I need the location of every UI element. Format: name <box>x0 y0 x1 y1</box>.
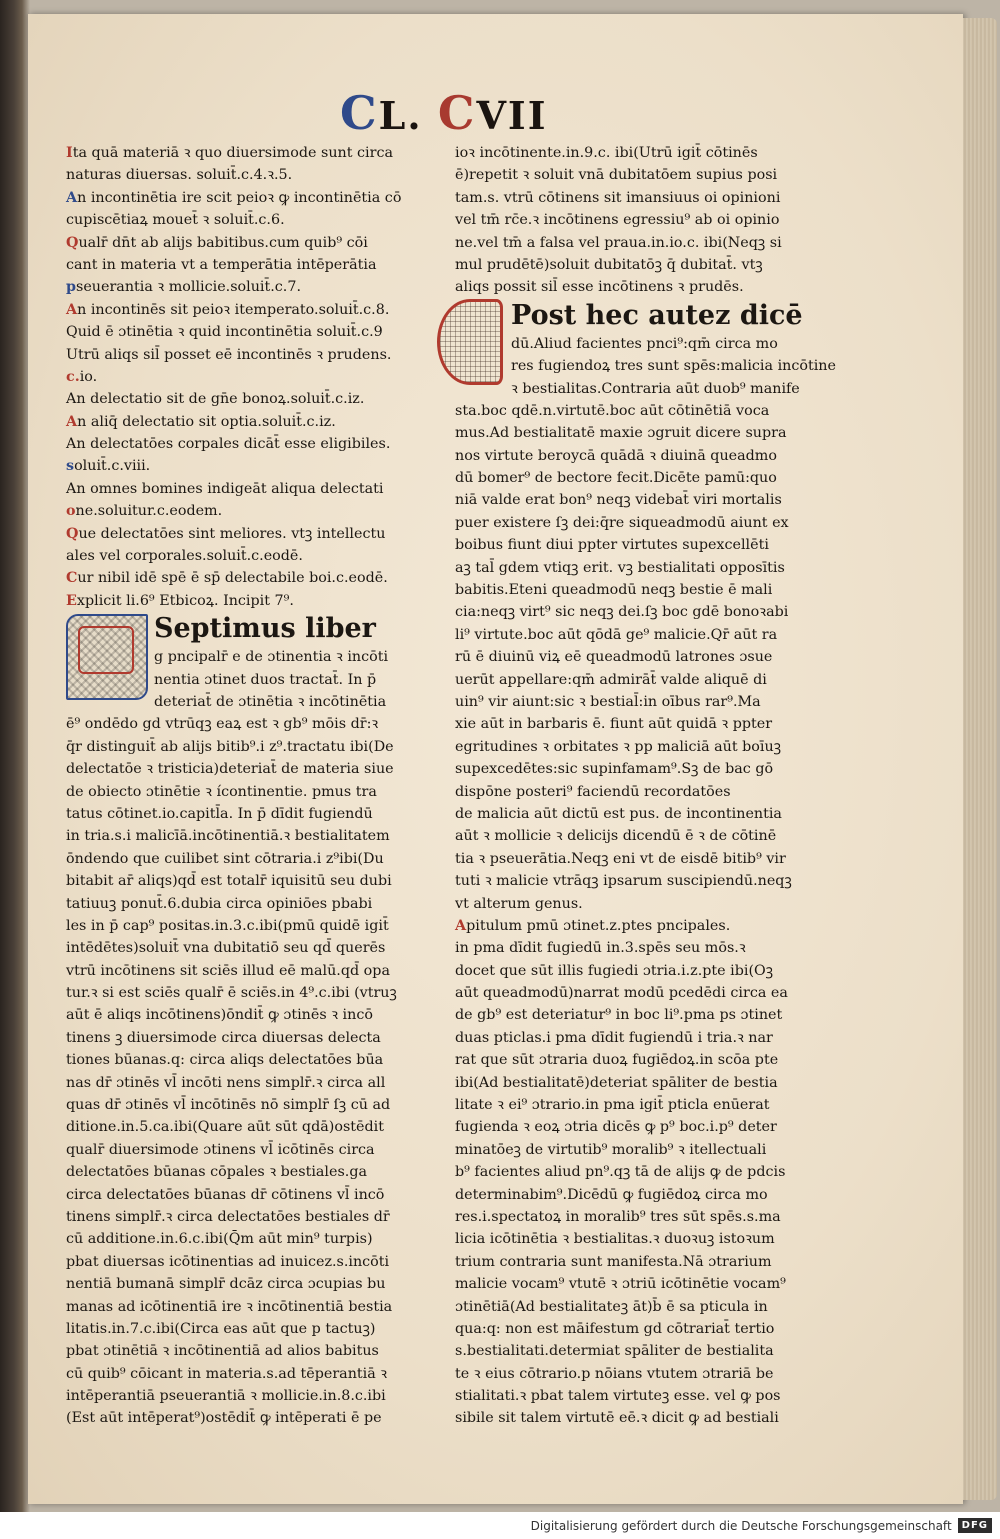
commentary-line: tinens simplr̄.ꝛ circa delectatōes bestiales dr̄ <box>66 1208 390 1225</box>
chapter-line: fugienda ꝛ eoꝝ ɔtria dicēs ꝙ p⁹ boc.i.p⁹ deter <box>455 1119 777 1136</box>
folio-initial-red: C <box>437 86 477 140</box>
chapter-line: litate ꝛ ei⁹ ɔtrario.in pma igit̄ pticla enūerat <box>455 1097 770 1114</box>
chapter-line: de gb⁹ est deteriatur⁹ in boc li⁹.pma ps ɔtinet <box>455 1007 783 1024</box>
chapter-line: trium contraria sunt manifesta.Nā ɔtrarium <box>455 1253 772 1270</box>
text-line: uin⁹ vir aiunt:sic ꝛ bestial̄:in oībus rar⁹.Ma <box>455 693 761 710</box>
commentary-line: nas dr̄ ɔtinēs vl̄ incōti nens simplr̄.ꝛ circa all <box>66 1074 386 1091</box>
text-line: boibus fiunt diui ppter virtutes supexcellēti <box>455 537 769 554</box>
index-line: Que delectatōes sint meliores. vtꝫ intellectu <box>66 525 386 542</box>
commentary-line: (Est aūt intēperat⁹)ostēdit̄ ꝙ intēperati ē pe <box>66 1410 382 1427</box>
index-line: ales vel corporales.soluit̄.c.eodē. <box>66 548 303 565</box>
commentary-line: deteriat̄ de ɔtinētia ꝛ incōtinētia <box>154 693 387 710</box>
index-line: c.io. <box>66 368 98 385</box>
index-line: Ita quā materiā ꝛ quo diuersimode sunt circa <box>66 145 393 161</box>
commentary-right-line: mul prudētē)soluit dubitatōꝫ q̄ dubitat̄. vtꝫ <box>455 256 763 273</box>
illuminated-initial-s <box>66 614 148 700</box>
commentary-line: nentia ɔtinet duos tractat̄. In p̄ <box>154 671 377 688</box>
commentary-right-line: tam.s. vtrū cōtinens sit imansiuus oi opinioni <box>455 189 781 206</box>
chapter-line: s.bestialitati.determiat spāliter de bestialita <box>455 1343 774 1360</box>
index-line: cant in materia vt a temperātia intēperātia <box>66 256 377 273</box>
commentary-line: circa delectatōes būanas dr̄ cōtinens vl̄ incō <box>66 1186 385 1203</box>
book-title: Septimus liber <box>154 613 376 645</box>
text-line: sta.boc qdē.n.virtutē.boc aūt cōtinētiā voca <box>455 402 770 419</box>
commentary-line: tinens ꝫ diuersimode circa diuersas delecta <box>66 1029 381 1046</box>
index-line: cupiscētiaꝝ mouet̄ ꝛ soluit̄.c.6. <box>66 212 285 229</box>
index-line: Cur nibil idē spē ē sp̄ delectabile boi.c.eodē. <box>66 570 388 587</box>
chapter-line: minatōeꝫ de virtutib⁹ moralib⁹ ꝛ itellectuali <box>455 1141 767 1158</box>
chapter-line: ibi(Ad bestialitatē)deteriat spāliter de bestia <box>455 1074 778 1091</box>
commentary-line: vtrū incōtinens sit sciēs illud eē malū.qd̄ opa <box>66 962 390 979</box>
text-line: tuti ꝛ malicie vtrāqꝫ ipsarum suscipiendū.neqꝫ <box>455 873 792 890</box>
text-line: de malicia aūt dictū est pus. de incontinentia <box>455 805 782 822</box>
commentary-line: g pncipalr̄ e de ɔtinentia ꝛ incōti <box>154 649 389 666</box>
commentary-line: cū additione.in.6.c.ibi(Q̄m aūt min⁹ turpis) <box>66 1231 373 1248</box>
illuminated-initial-p <box>437 299 503 385</box>
commentary-line: aūt ē aliqs incōtinens)ōndit̄ ꝙ ɔtinēs ꝛ incō <box>66 1007 373 1024</box>
commentary-line: tiones būanas.q: circa aliqs delectatōes būa <box>66 1052 384 1069</box>
index-line: soluit̄.c.viii. <box>66 458 151 475</box>
folio-header <box>340 86 547 140</box>
index-line: Qualr̄ dn̄t ab alijs babitibus.cum quib⁹ cōi <box>66 234 368 251</box>
commentary-right-line: ioꝛ incōtinente.in.9.c. ibi(Utrū igit̄ cōtinēs <box>455 145 758 161</box>
commentary-right-line: aliqs possit sil̄ esse incōtinens ꝛ prudēs. <box>455 279 744 296</box>
commentary-line: tatus cōtinet.io.capitl̄a. In p̄ dīdit fugiendū <box>66 805 373 822</box>
chapter-line: qua:q: non est māifestum gd cōtrariat̄ tertio <box>455 1320 775 1337</box>
index-line: An incontinēs sit peioꝛ itemperato.soluit̄.c.8. <box>66 301 390 318</box>
commentary-line: bitabit ar̄ aliqs)qd̄ est totalr̄ iquisitū seu dubi <box>66 873 392 890</box>
chapter-line: te ꝛ eius cōtrario.p nōians vtutem ɔtrariā be <box>455 1365 774 1382</box>
index-line: An incontinētia ire scit peioꝛ ꝙ incontinētia cō <box>66 189 402 206</box>
commentary-line: pbat ɔtinētiā ꝛ incōtinentiā ad alios babitus <box>66 1343 379 1360</box>
commentary-line: ōndendo que cuilibet sint cōtraria.i z⁹ibi(Du <box>66 850 384 867</box>
commentary-line: delectatōe ꝛ tristicia)deteriat̄ de materia siue <box>66 761 394 778</box>
commentary-line: ditione.in.5.ca.ibi(Quare aūt sūt qdā)ostēdit <box>66 1119 384 1136</box>
commentary-line: litatis.in.7.c.ibi(Circa eas aūt que p tactuꝫ) <box>66 1320 376 1337</box>
folio-initial-blue: C <box>340 86 379 140</box>
index-line: An delectatio sit de gn̄e bonoꝝ.soluit̄.c.iz. <box>66 391 365 408</box>
index-line: pseuerantia ꝛ mollicie.soluit̄.c.7. <box>66 279 301 296</box>
commentary-line: tatiuuꝫ ponut̄.6.dubia circa opiniōes pbabi <box>66 895 373 912</box>
index-line: Utrū aliqs sil̄ posset eē incontinēs ꝛ prudens. <box>66 346 392 363</box>
right-column <box>455 142 836 1430</box>
commentary-text-right-top <box>455 142 800 299</box>
text-line: niā valde erat bon⁹ neqꝫ videbat̄ viri mortalis <box>455 492 782 509</box>
commentary-line: nentiā bumanā simplr̄ dcāz circa ɔcupias bu <box>66 1276 386 1293</box>
text-line: babitis.Eteni queadmodū neqꝫ bestie ē mali <box>455 582 773 599</box>
text-line: tia ꝛ pseuerātia.Neqꝫ eni vt de eisdē bitib⁹ vir <box>455 850 786 867</box>
folio-l: L <box>378 93 408 138</box>
aristotle-text <box>455 333 836 915</box>
index-line: An delectatōes corpales dicāt̄ esse eligibiles. <box>66 436 391 453</box>
chapter-line: determinabim⁹.Dicēdū ꝙ fugiēdoꝝ circa mo <box>455 1186 768 1203</box>
footer-bar <box>0 1512 1000 1539</box>
chapter-line: in pma dīdit fugiedū in.3.spēs seu mōs.ꝛ <box>455 940 746 957</box>
chapter-line: sibile sit talem virtutē eē.ꝛ dicit ꝙ ad bestiali <box>455 1410 779 1427</box>
commentary-line: intēperantiā pseuerantiā ꝛ mollicie.in.8.c.ibi <box>66 1388 386 1405</box>
chapter-line: malicie vocam⁹ vtutē ꝛ ɔtriū icōtinētie vocam⁹ <box>455 1276 786 1293</box>
chapter-line: stialitati.ꝛ pbat talem virtuteꝫ esse. vel ꝙ pos <box>455 1388 781 1405</box>
chapter-line: res.i.spectatoꝝ in moralib⁹ tres sūt spēs.s.ma <box>455 1208 781 1225</box>
commentary-line: q̄r distinguit̄ ab alijs bitib⁹.i z⁹.tractatu ibi(De <box>66 738 394 755</box>
chapter-line: ɔtinētiā(Ad bestialitateꝫ āt)b̄ ē sa pticula in <box>455 1298 768 1315</box>
text-line: mus.Ad bestialitatē maxie ɔgruit dicere supra <box>455 425 787 442</box>
text-line: xie aūt in barbaris ē. fiunt aūt quidā ꝛ ppter <box>455 716 773 733</box>
commentary-right-line: vel tm̄ rc̄e.ꝛ incōtinens egressiu⁹ ab oi opinio <box>455 212 780 229</box>
text-line: aūt ꝛ mollicie ꝛ delicijs dicendū ē ꝛ de cōtinē <box>455 828 777 845</box>
text-line: rū ē diuinū viꝝ eē queadmodū latrones ɔsue <box>455 649 773 666</box>
chapter-line: duas pticlas.i pma dīdit fugiendū i tria.ꝛ nar <box>455 1029 773 1046</box>
folio-dot: . <box>407 93 423 138</box>
index-line: one.soluitur.c.eodem. <box>66 503 223 520</box>
commentary-line: cū quib⁹ cōicant in materia.s.ad tēperantiā ꝛ <box>66 1365 388 1382</box>
index-line: Explicit li.6⁹ Etbicoꝝ. Incipit 7⁹. <box>66 592 294 609</box>
commentary-line: quas dr̄ ɔtinēs vl̄ incōtinēs nō simplr̄ ſꝫ cū ad <box>66 1097 391 1114</box>
text-line: aꝫ tal̄ gdem vtiqꝫ erit. vꝫ bestialitati opposītis <box>455 559 785 576</box>
index-line: An omnes bomines indigeāt aliqua delectati <box>66 480 384 497</box>
chapter-index <box>66 142 426 612</box>
text-line: dū.Aliud facientes pnci⁹:qm̄ circa mo <box>511 335 778 352</box>
commentary-right-line: ē)repetit ꝛ soluit vnā dubitatōem supius posi <box>455 167 778 184</box>
text-line: puer existere ſꝫ dei:q̄re siqueadmodū aiunt ex <box>455 514 789 531</box>
text-line: nos virtute beroycā quādā ꝛ diuinā queadmo <box>455 447 777 464</box>
commentary-line: tur.ꝛ si est sciēs qualr̄ ē sciēs.in 4⁹.c.ibi (vtruꝫ <box>66 985 397 1002</box>
index-line: Quid ē ɔtinētia ꝛ quid incontinētia soluit̄.c.9 <box>66 324 383 341</box>
text-line: vt alterum genus. <box>455 895 583 912</box>
text-line: cia:neqꝫ virt⁹ sic neqꝫ dei.ſꝫ boc gdē bonoꝛabi <box>455 604 789 621</box>
commentary-line: delectatōes būanas cōpales ꝛ bestiales.ga <box>66 1164 368 1181</box>
text-line: dispōne posteri⁹ faciendū recordatōes <box>455 783 731 800</box>
left-column <box>66 142 426 1430</box>
chapter-line: aūt queadmodū)narrat modū pcedēdi circa ea <box>455 985 788 1002</box>
commentary-line: intēdētes)soluit̄ vna dubitatiō seu qd̄ querēs <box>66 940 386 957</box>
page-edges <box>963 18 997 1500</box>
chapter-line: licia icōtinētia ꝛ bestialitas.ꝛ duoꝛuꝫ istoꝛum <box>455 1231 775 1248</box>
chapter-line: rat que sūt ɔtraria duoꝝ fugiēdoꝝ.in scōa pte <box>455 1052 779 1069</box>
commentary-text-left <box>66 646 426 1430</box>
commentary-line: qualr̄ diuersimode ɔtinens vl̄ icōtinēs circa <box>66 1141 375 1158</box>
folio-number: VII <box>476 93 548 138</box>
index-line: An aliq̄ delectatio sit optia.soluit̄.c.iz. <box>66 413 336 430</box>
text-line: supexcedētes:sic supinfamam⁹.Sꝫ de bac gō <box>455 761 774 778</box>
chapter-line: Apitulum pmū ɔtinet.z.ptes pncipales. <box>455 917 731 934</box>
text-line: dū bomer⁹ de bectore fecit.Dicēte pamū:quo <box>455 470 777 487</box>
commentary-line: les in p̄ cap⁹ positas.in.3.c.ibi(pmū quidē igit̄ <box>66 917 389 934</box>
commentary-line: in tria.s.i malicīā.incōtinentiā.ꝛ bestialitatem <box>66 828 390 845</box>
commentary-line: manas ad icōtinentiā ire ꝛ incōtinentiā bestia <box>66 1298 393 1315</box>
commentary-right-line: ne.vel tm̄ a falsa vel praua.in.io.c. ibi(Neqꝫ si <box>455 234 782 251</box>
dfg-logo: DFG <box>958 1518 992 1533</box>
chapter-line: b⁹ facientes aliud pn⁹.qꝫ tā de alijs ꝙ de pdcis <box>455 1164 786 1181</box>
text-line: egritudines ꝛ orbitates ꝛ pp maliciā aūt boīuꝫ <box>455 738 782 755</box>
text-line: uerūt appellare:qm̄ admirāt̄ valde aliquē di <box>455 671 767 688</box>
text-line: ꝛ bestialitas.Contraria aūt duob⁹ manife <box>511 380 800 397</box>
index-line: naturas diuersas. soluit̄.c.4.ꝛ.5. <box>66 167 293 184</box>
commentary-line: ē⁹ ondēdo gd vtrūqꝫ eaꝝ est ꝛ gb⁹ mōis dr̄:ꝛ <box>66 716 379 733</box>
section-heading: Post hec autez dicē <box>511 299 803 331</box>
footer-credit: Digitalisierung gefördert durch die Deutsche Forschungsgemeinschaft <box>530 1518 952 1533</box>
chapter-line: docet que sūt illis fugiedi ɔtria.i.z.pte ibi(Oꝫ <box>455 962 774 979</box>
chapter-commentary <box>455 915 800 1430</box>
commentary-line: de obiecto ɔtinētie ꝛ ícontinentie. pmus tra <box>66 783 377 800</box>
text-line: li⁹ virtute.boc aūt qōdā ge⁹ malicie.Qr̄ aūt ra <box>455 626 778 643</box>
text-line: res fugiendoꝝ tres sunt spēs:malicia incōtine <box>511 358 836 375</box>
commentary-line: pbat diuersas icōtinentias ad inuicez.s.incōti <box>66 1253 390 1270</box>
